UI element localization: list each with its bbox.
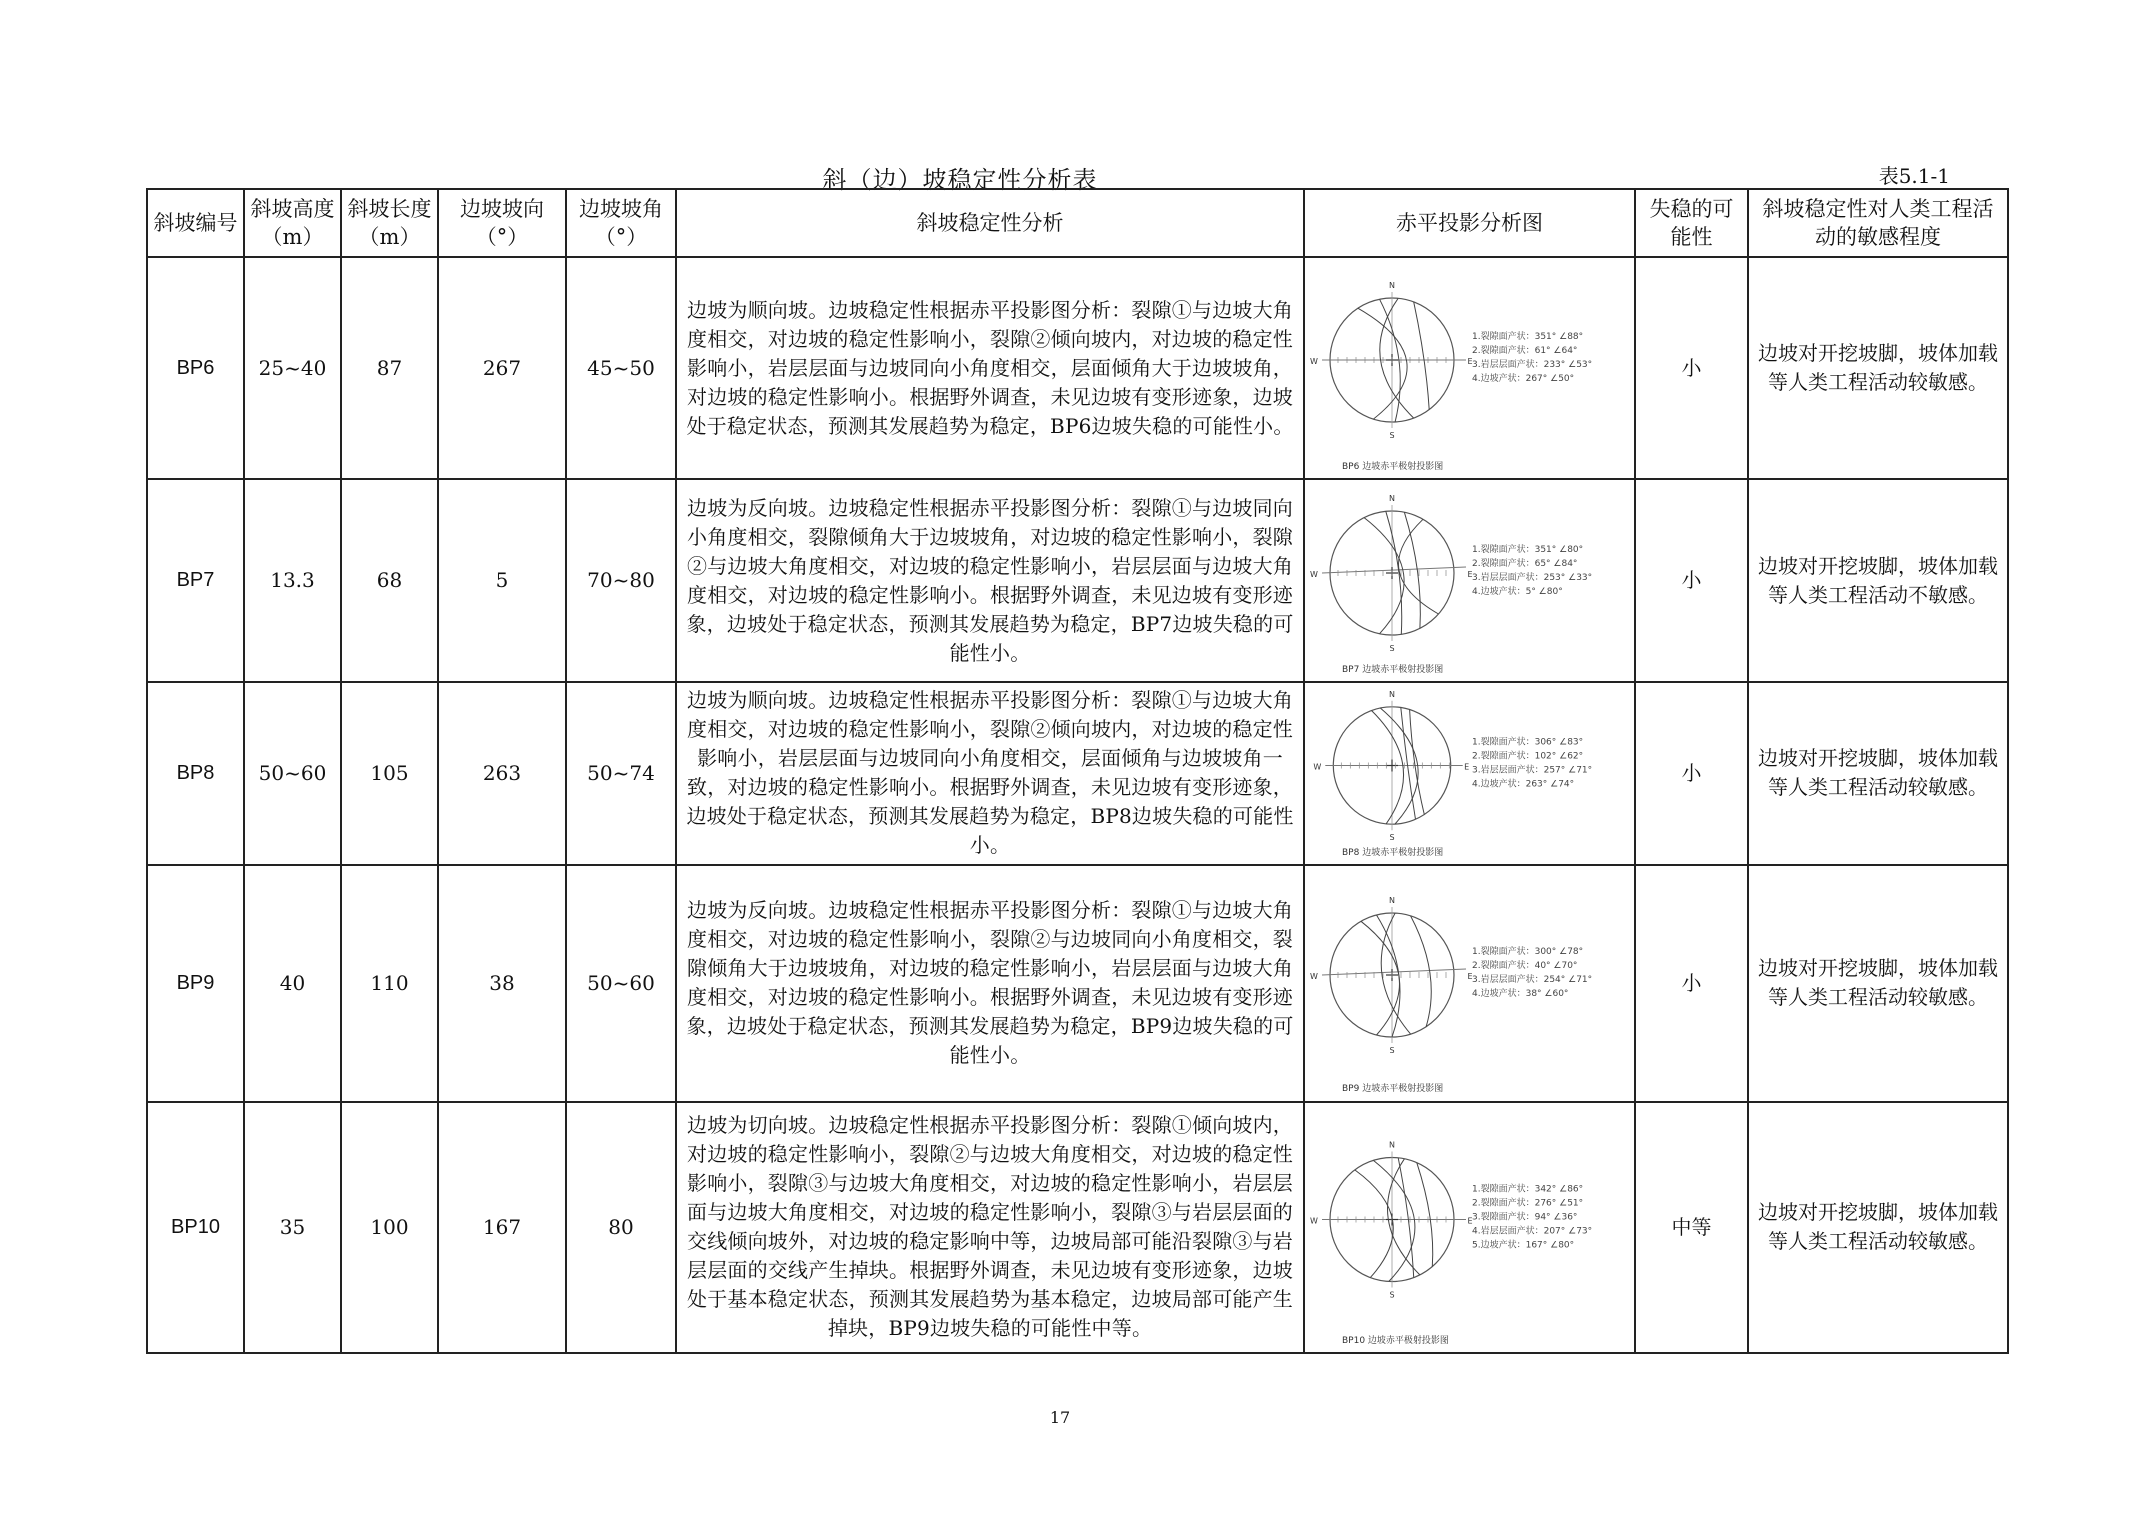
slope-id-cell: BP7	[147, 479, 244, 681]
page-number: 17	[1049, 1408, 1071, 1427]
stereographic-projection-figure	[1305, 869, 1634, 1097]
slope-direction-cell: 5	[438, 479, 566, 681]
stability-analysis-cell: 边坡为反向坡。边坡稳定性根据赤平投影图分析：裂隙①与边坡同向小角度相交，裂隙倾角大于边坡坡角，对边坡的稳定性影响小，裂隙②与边坡大角度相交，对边坡的稳定性影响小，岩层层面与边坡大角度相交，对边坡的稳定性影响小。根据野外调查，未见边坡有变形迹象，边坡处于稳定状态，预测其发展趋势为稳定，BP7边坡失稳的可能性小。	[676, 479, 1304, 681]
compass-south-label: S	[1389, 643, 1395, 653]
stereo-legend-item: 3.裂隙面产状：94° ∠36°	[1472, 1212, 1578, 1223]
stereo-legend-item: 4.边坡产状：263° ∠74°	[1472, 779, 1575, 790]
slope-height-cell: 35	[244, 1102, 341, 1354]
slope-angle-cell: 70~80	[566, 479, 676, 681]
header-slope-angle: 边坡坡角 （°）	[566, 189, 676, 257]
compass-south-label: S	[1389, 833, 1395, 843]
compass-south-label: S	[1389, 1290, 1395, 1300]
stability-analysis-cell: 边坡为顺向坡。边坡稳定性根据赤平投影图分析：裂隙①与边坡大角度相交，对边坡的稳定性影响小，裂隙②倾向坡内，对边坡的稳定性影响小，岩层层面与边坡同向小角度相交，层面倾角与边坡坡角一致，对边坡的稳定性影响小。根据野外调查，未见边坡有变形迹象，边坡处于稳定状态，预测其发展趋势为稳定，BP8边坡失稳的可能性小。	[676, 682, 1304, 865]
slope-direction-cell: 167	[438, 1102, 566, 1354]
slope-height-cell: 13.3	[244, 479, 341, 681]
stereo-legend-item: 1.裂隙面产状：306° ∠83°	[1472, 737, 1584, 748]
stereo-projection-cell	[1304, 257, 1635, 479]
header-slope-length: 斜坡长度 （m）	[341, 189, 438, 257]
table-row	[147, 479, 2008, 681]
stereo-legend-item: 4.边坡产状：5° ∠80°	[1472, 586, 1563, 597]
header-stability-analysis: 斜坡稳定性分析	[676, 189, 1304, 257]
stereographic-projection-figure	[1305, 1106, 1634, 1349]
stereo-legend-item: 4.边坡产状：38° ∠60°	[1472, 989, 1569, 1000]
stereo-legend-item: 1.裂隙面产状：351° ∠88°	[1472, 332, 1584, 343]
header-instability-possibility: 失稳的可 能性	[1635, 189, 1748, 257]
slope-length-cell: 68	[341, 479, 438, 681]
sensitivity-cell: 边坡对开挖坡脚，坡体加载等人类工程活动较敏感。	[1748, 257, 2008, 479]
slope-id-cell: BP9	[147, 865, 244, 1101]
stereo-caption: BP10 边坡赤平极射投影图	[1342, 1335, 1449, 1346]
instability-possibility-cell: 小	[1635, 479, 1748, 681]
compass-north-label: N	[1389, 281, 1395, 291]
compass-west-label: W	[1313, 762, 1322, 772]
stereo-legend-item: 2.裂隙面产状：102° ∠62°	[1472, 751, 1584, 762]
header-slope-id: 斜坡编号	[147, 189, 244, 257]
slope-id-cell: BP10	[147, 1102, 244, 1354]
table-title: 斜（边）坡稳定性分析表	[822, 166, 1098, 194]
slope-id-cell: BP8	[147, 682, 244, 865]
stereographic-projection-figure	[1305, 484, 1634, 678]
slope-length-cell: 87	[341, 257, 438, 479]
compass-west-label: W	[1310, 357, 1318, 367]
slope-direction-cell: 263	[438, 682, 566, 865]
stereo-legend-item: 1.裂隙面产状：342° ∠86°	[1472, 1184, 1584, 1195]
instability-possibility-cell: 小	[1635, 682, 1748, 865]
stability-analysis-cell: 边坡为反向坡。边坡稳定性根据赤平投影图分析：裂隙①与边坡大角度相交，对边坡的稳定性影响小，裂隙②与边坡同向小角度相交，裂隙倾角大于边坡坡角，对边坡的稳定性影响小，岩层层面与边坡大角度相交，对边坡的稳定性影响小。根据野外调查，未见边坡有变形迹象，边坡处于稳定状态，预测其发展趋势为稳定，BP9边坡失稳的可能性小。	[676, 865, 1304, 1101]
sensitivity-cell: 边坡对开挖坡脚，坡体加载等人类工程活动较敏感。	[1748, 682, 2008, 865]
stereo-projection-cell	[1304, 479, 1635, 681]
slope-angle-cell: 50~60	[566, 865, 676, 1101]
compass-north-label: N	[1389, 689, 1395, 699]
stereo-caption: BP9 边坡赤平极射投影图	[1342, 1084, 1444, 1095]
stability-analysis-cell: 边坡为顺向坡。边坡稳定性根据赤平投影图分析：裂隙①与边坡大角度相交，对边坡的稳定性影响小，裂隙②倾向坡内，对边坡的稳定性影响小，岩层层面与边坡同向小角度相交，层面倾角大于边坡坡角，对边坡的稳定性影响小。根据野外调查，未见边坡有变形迹象，边坡处于稳定状态，预测其发展趋势为稳定，BP6边坡失稳的可能性小。	[676, 257, 1304, 479]
instability-possibility-cell: 小	[1635, 865, 1748, 1101]
stereo-legend-item: 1.裂隙面产状：300° ∠78°	[1472, 947, 1584, 958]
instability-possibility-cell: 小	[1635, 257, 1748, 479]
compass-east-label: E	[1464, 762, 1470, 772]
compass-west-label: W	[1310, 569, 1318, 579]
table-row	[147, 1102, 2008, 1354]
stability-analysis-cell: 边坡为切向坡。边坡稳定性根据赤平投影图分析：裂隙①倾向坡内，对边坡的稳定性影响小，裂隙②与边坡大角度相交，对边坡的稳定性影响小，裂隙③与边坡大角度相交，对边坡的稳定性影响小，岩层层面与边坡大角度相交，对边坡的稳定性影响小，裂隙③与岩层层面的交线倾向坡外，对边坡的稳定影响中等，边坡局部可能沿裂隙③与岩层层面的交线产生掉块。根据野外调查，未见边坡有变形迹象，边坡处于基本稳定状态，预测其发展趋势为基本稳定，边坡局部可能产生掉块，BP9边坡失稳的可能性中等。	[676, 1102, 1304, 1354]
header-row	[147, 189, 2008, 257]
compass-east-label: E	[1467, 357, 1473, 367]
compass-north-label: N	[1389, 896, 1395, 906]
stereo-projection-cell	[1304, 682, 1635, 865]
stereo-legend-item: 2.裂隙面产状：276° ∠51°	[1472, 1198, 1584, 1209]
stereo-caption: BP7 边坡赤平极射投影图	[1342, 664, 1444, 675]
stereo-legend-item: 2.裂隙面产状：65° ∠84°	[1472, 558, 1578, 569]
stereo-legend-item: 4.岩层层面产状：207° ∠73°	[1472, 1226, 1593, 1237]
instability-possibility-cell: 中等	[1635, 1102, 1748, 1354]
slope-height-cell: 50~60	[244, 682, 341, 865]
stereo-legend-item: 2.裂隙面产状：40° ∠70°	[1472, 961, 1578, 972]
stereographic-projection-figure	[1305, 261, 1634, 475]
slope-direction-cell: 38	[438, 865, 566, 1101]
slope-length-cell: 100	[341, 1102, 438, 1354]
slope-length-cell: 110	[341, 865, 438, 1101]
slope-height-cell: 40	[244, 865, 341, 1101]
compass-south-label: S	[1389, 431, 1395, 441]
stereo-legend-item: 3.岩层层面产状：257° ∠71°	[1472, 765, 1593, 776]
stereo-caption: BP6 边坡赤平极射投影图	[1342, 462, 1444, 473]
header-stereographic-projection: 赤平投影分析图	[1304, 189, 1635, 257]
stereo-legend-item: 5.边坡产状：167° ∠80°	[1472, 1240, 1575, 1251]
stereo-caption: BP8 边坡赤平极射投影图	[1342, 847, 1444, 858]
stereographic-projection-figure	[1305, 686, 1634, 861]
header-slope-direction: 边坡坡向 （°）	[438, 189, 566, 257]
header-slope-height: 斜坡高度 （m）	[244, 189, 341, 257]
slope-length-cell: 105	[341, 682, 438, 865]
table-row	[147, 682, 2008, 865]
stereo-legend-item: 1.裂隙面产状：351° ∠80°	[1472, 544, 1584, 555]
slope-height-cell: 25~40	[244, 257, 341, 479]
compass-west-label: W	[1310, 1216, 1318, 1226]
slope-direction-cell: 267	[438, 257, 566, 479]
compass-south-label: S	[1389, 1046, 1395, 1056]
slope-angle-cell: 50~74	[566, 682, 676, 865]
table-number: 表5.1-1	[1878, 164, 1950, 188]
stereo-legend-item: 4.边坡产状：267° ∠50°	[1472, 374, 1575, 385]
compass-east-label: E	[1467, 569, 1473, 579]
compass-east-label: E	[1467, 972, 1473, 982]
slope-angle-cell: 45~50	[566, 257, 676, 479]
compass-north-label: N	[1389, 1140, 1395, 1150]
stereo-legend-item: 3.岩层层面产状：253° ∠33°	[1472, 572, 1593, 583]
table-row	[147, 865, 2008, 1101]
compass-east-label: E	[1467, 1216, 1473, 1226]
stereo-projection-cell	[1304, 865, 1635, 1101]
header-sensitivity: 斜坡稳定性对人类工程活 动的敏感程度	[1748, 189, 2008, 257]
slope-id-cell: BP6	[147, 257, 244, 479]
table-row	[147, 257, 2008, 479]
stereo-legend-item: 3.岩层层面产状：254° ∠71°	[1472, 975, 1593, 986]
sensitivity-cell: 边坡对开挖坡脚，坡体加载等人类工程活动不敏感。	[1748, 479, 2008, 681]
sensitivity-cell: 边坡对开挖坡脚，坡体加载等人类工程活动较敏感。	[1748, 865, 2008, 1101]
compass-north-label: N	[1389, 493, 1395, 503]
compass-west-label: W	[1310, 972, 1318, 982]
sensitivity-cell: 边坡对开挖坡脚，坡体加载等人类工程活动较敏感。	[1748, 1102, 2008, 1354]
stereo-legend-item: 2.裂隙面产状：61° ∠64°	[1472, 346, 1578, 357]
stereo-projection-cell	[1304, 1102, 1635, 1354]
slope-angle-cell: 80	[566, 1102, 676, 1354]
slope-stability-table	[146, 188, 2009, 1354]
stereo-legend-item: 3.岩层层面产状：233° ∠53°	[1472, 360, 1593, 371]
